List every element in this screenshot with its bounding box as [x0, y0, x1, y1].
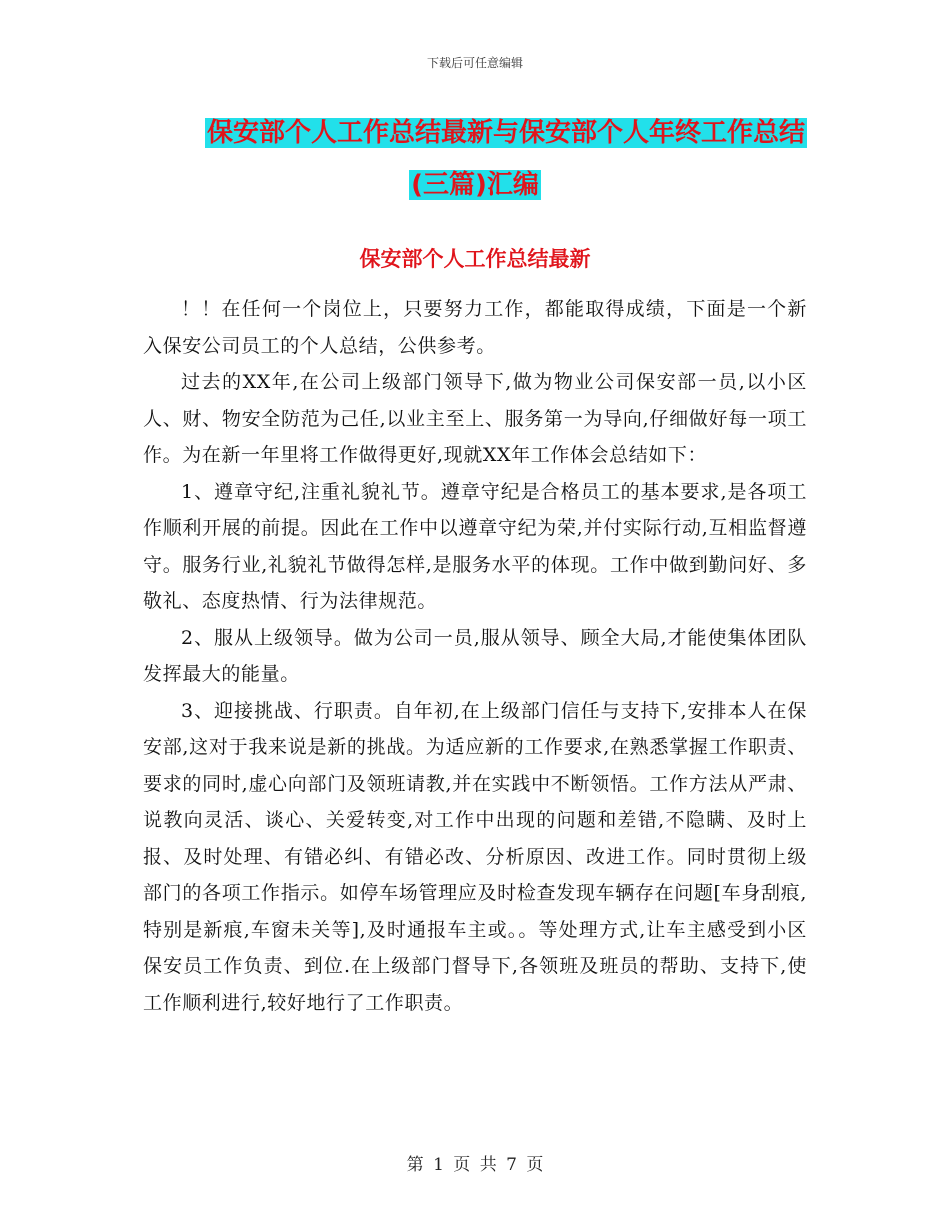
document-title [143, 107, 807, 211]
paragraph: 1、遵章守纪,注重礼貌礼节。遵章守纪是合格员工的基本要求,是各项工作顺利开展的前提。因此在工作中以遵章守纪为荣,并付实际行动,互相监督遵守。服务行业,礼貌礼节做得怎样,是服务水平的体现。工作中做到勤问好、多敬礼、态度热情、行为法律规范。 [143, 480, 807, 612]
page-footer: 第 1 页 共 7 页 [406, 1155, 544, 1175]
paragraph: 2、服从上级领导。做为公司一员,服从领导、顾全大局,才能使集体团队发挥最大的能量。 [143, 626, 807, 685]
paragraph: ！！在任何一个岗位上，只要努力工作，都能取得成绩，下面是一个新入保安公司员工的个人总结，公供参考。 [143, 298, 807, 357]
paragraph: 3、迎接挑战、行职责。自年初,在上级部门信任与支持下,安排本人在保安部,这对于我来说是新的挑战。为适应新的工作要求,在熟悉掌握工作职责、要求的同时,虚心向部门及领班请教,并在实践中不断领悟。工作方法从严肃、说教向灵活、谈心、关爱转变,对工作中出现的问题和差错,不隐瞒、及时上报、及时处理、有错必纠、有错必改、分析原因、改进工作。同时贯彻上级部门的各项工作指示。如停车场管理应及时检查发现车辆存在问题[车身刮痕,特别是新痕,车窗未关等],及时通报车主或。。等处理方式,让车主感受到小区保安员工作负责、到位.在上级部门督导下,各领班及班员的帮助、支持下,使工作顺利进行,较好地行了工作职责。 [143, 699, 807, 1014]
title-line-1: 保安部个人工作总结最新与保安部个人年终工作总结 [206, 118, 805, 148]
document-body [143, 291, 807, 1021]
title-line-2: (三篇)汇编 [411, 170, 539, 200]
paragraph: 过去的XX年,在公司上级部门领导下,做为物业公司保安部一员,以小区人、财、物安全防范为己任,以业主至上、服务第一为导向,仔细做好每一项工作。为在新一年里将工作做得更好,现就XX年工作体会总结如下： [143, 371, 807, 466]
header-note: 下载后可任意编辑 [426, 56, 523, 70]
section-title: 保安部个人工作总结最新 [359, 247, 591, 271]
